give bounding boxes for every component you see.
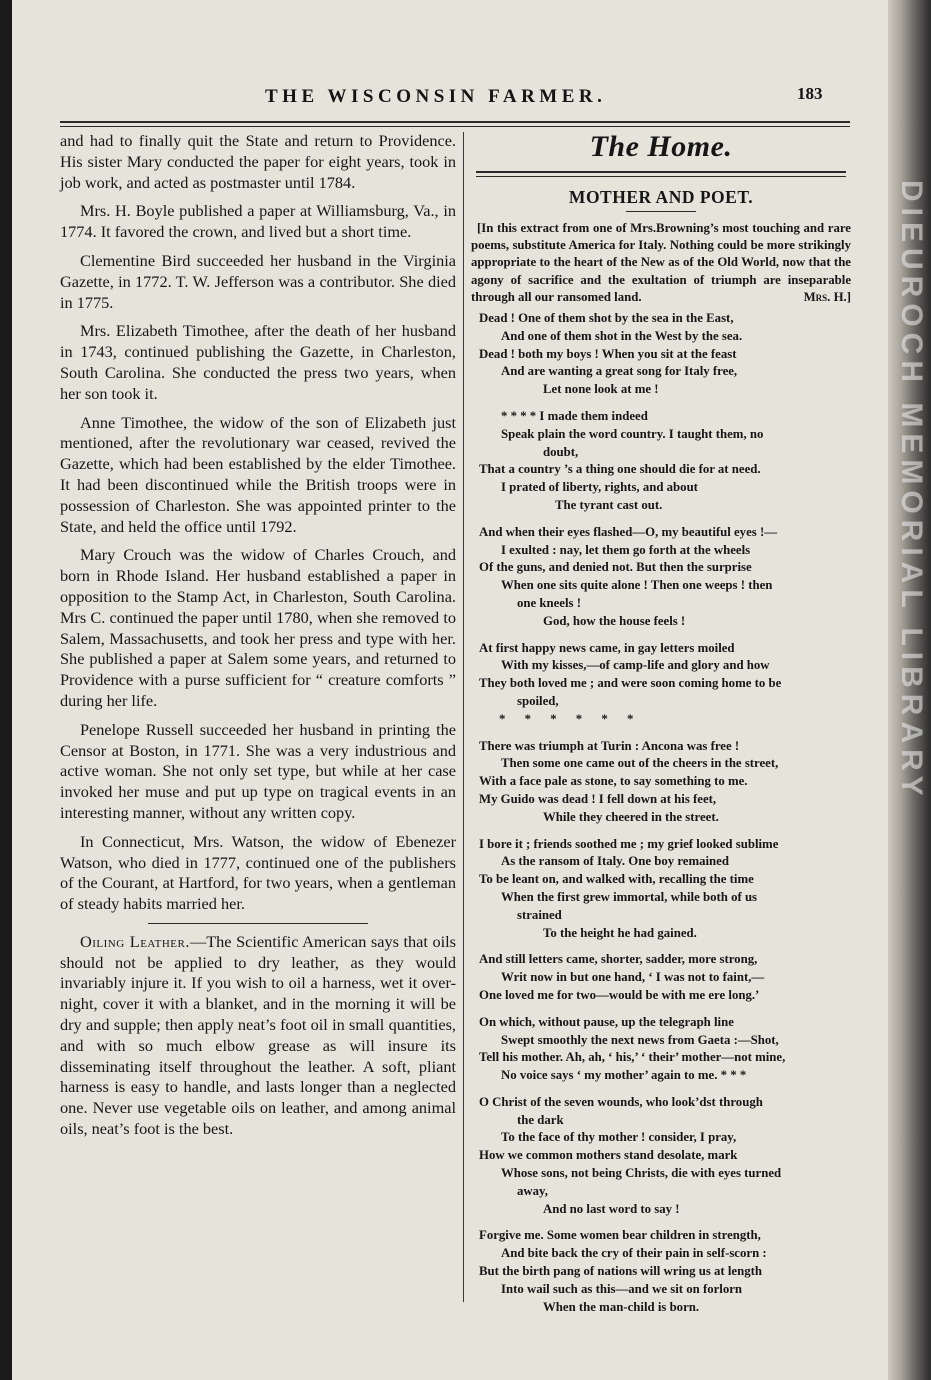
stanza [471,951,851,1004]
poem-line: Writ now in but one hand, ‘ I was not to faint,— [501,970,765,985]
poem-line: * * * * I made them indeed [501,409,648,423]
stanza [471,1227,851,1316]
page-number: 183 [797,84,823,103]
poem-line: doubt, [543,444,579,459]
poem-line: To the height he had gained. [543,925,697,940]
poem-line: One loved me for two—would be with me ere long.’ [479,987,760,1002]
poem-line: Dead ! One of them shot by the sea in the East, [479,311,734,326]
poem-line: When the man-child is born. [543,1299,700,1314]
oiling-body: —The Scientific American says that oils should not be applied to dry leather, as they would invariably injure it. If you wish to oil a harness, wet it over-night, cover it with a blanket, and in the morning it will be dry and supple; then apply neat’s foot oil in small quantities, and with so much elbow grease as will insure its disseminating itself throughout the leather. A soft, pliant harness is easy to handle, and lasts longer than a neglected one. Never use vegetable oils on leather, and among animal oils, neat’s foot is the best. [60,931,456,1139]
poem-line: away, [517,1183,548,1198]
stanza [471,1094,851,1219]
poem-line: I bore it ; friends soothed me ; my grief looked sublime [479,836,779,851]
poem-line: How we common mothers stand desolate, mark [479,1148,738,1163]
poem-line: At first happy news came, in gay letters moiled [479,640,735,655]
poem-line: With a face pale as stone, to say something to me. [479,774,748,789]
poem-line: Dead ! both my boys ! When you sit at the feast [479,346,737,361]
poem-line: And one of them shot in the West by the sea. [501,328,743,343]
poem-line: And still letters came, shorter, sadder, more strong, [479,952,758,967]
paragraph: and had to finally quit the State and return to Providence. His sister Mary conducted the paper for eight years, took in job work, and acted as postmaster until 1784. [60,131,456,192]
poem-line: On which, without pause, up the telegraph line [479,1014,734,1029]
poem-line: And are wanting a great song for Italy free, [501,364,738,379]
left-column [60,131,456,1148]
stanza [471,310,851,399]
header-rule-thin [60,126,850,127]
paragraph: Mrs. H. Boyle published a paper at Williamsburg, Va., in 1774. It favored the crown, and lived but a short time. [60,201,456,242]
section-title-rule [476,171,846,173]
poem-line: Into wail such as this—and we sit on forlorn [501,1281,743,1296]
poem-line: And when their eyes flashed—O, my beautiful eyes !— [479,524,778,539]
ornament-stars: * * * * * * [499,711,634,726]
poem-line: I prated of liberty, rights, and about [501,480,698,495]
stanza [471,524,851,631]
poem-line: the dark [517,1112,564,1127]
poem-line: O Christ of the seven wounds, who look’dst through [479,1094,763,1109]
paragraph: Mrs. Elizabeth Timothee, after the death of her husband in 1743, continued publishing the Gazette, in Charleston, South Carolina. She conducted the press two years, when her son took it. [60,321,456,403]
paragraph: In Connecticut, Mrs. Watson, the widow of Ebenezer Watson, who died in 1777, continued one of the publishers of the Courant, at Hartford, for two years, when a gentleman of steady habits married her. [60,831,456,914]
poem-line: Whose sons, not being Christs, die with eyes turned [501,1166,782,1181]
stanza [471,640,851,729]
poem-intro-text: [In this extract from one of Mrs.Browning’s most touching and rare poems, substitute America for Italy. Nothing could be more strikingly appropriate to the heart of the New as of the Old World, now that the agony of sacrifice and the exultation of triumph are inseparable through all our ransomed land. [471,221,851,304]
newspaper-page [12,0,892,1380]
poem-line: Swept smoothly the next news from Gaeta :—Shot, [501,1032,779,1047]
header-rule [60,121,850,123]
poem-line: Tell his mother. Ah, ah, ‘ his,’ ‘ their’ mother—not mine, [479,1050,786,1065]
section-title: The Home. [589,130,733,163]
poem-title: MOTHER AND POET. [568,187,754,207]
poem-line: God, how the house feels ! [543,613,686,628]
poem-line: Speak plain the word country. I taught them, no [501,426,764,441]
poem-line: Then some one came out of the cheers in the street, [501,756,779,771]
poem-line: When one sits quite alone ! Then one weeps ! then [501,578,773,593]
poem-line: Let none look at me ! [543,382,659,397]
poem-line: No voice says ‘ my mother’ again to me. * * * [501,1068,747,1083]
oiling-heading: Oiling Leather. [80,931,190,951]
paragraph: Anne Timothee, the widow of the son of Elizabeth just mentioned, after the revolutionary war ceased, revived the Gazette, which had been established by the elder Timothee. It had been discontinued while the British troops were in possession of Charleston. She was appointed printer to the State, and held the office until 1792. [60,412,456,536]
poem-line: With my kisses,—of camp-life and glory and how [501,658,770,673]
poem-line: Of the guns, and denied not. But then the surprise [479,560,752,575]
poem-line: They both loved me ; and were soon coming home to be [479,676,782,691]
poem-title-rule [626,211,696,212]
running-head: THE WISCONSIN FARMER. [265,86,607,107]
poem-line: The tyrant cast out. [555,497,663,512]
poem-line: There was triumph at Turin : Ancona was free ! [479,738,740,753]
paragraph: Mary Crouch was the widow of Charles Crouch, and born in Rhode Island. Her husband established a paper in opposition to the Stamp Act, in Charleston, South Carolina. Mrs C. continued the paper until 1780, when she removed to Salem, Massachusetts, and took her press and type with her. She published a paper at Salem some years, and returned to Providence with a purse sufficient for “ creature comforts ” during her life. [60,545,456,710]
section-title-rule-thin [476,176,846,177]
poem-line: My Guido was dead ! I fell down at his feet, [479,791,717,806]
poem-line: While they cheered in the street. [543,809,719,824]
poem-line: And bite back the cry of their pain in self-scorn : [501,1246,767,1261]
poem-line: spoiled, [517,693,559,708]
stanza [471,836,851,943]
poem-line: To be leant on, and walked with, recalling the time [479,872,754,887]
stanza [471,408,851,515]
library-stamp: DIEUROCH MEMORIAL LIBRARY [895,180,928,802]
poem-line: strained [517,907,562,922]
poem-line: To the face of thy mother ! consider, I pray, [501,1130,737,1145]
poem-line: one kneels ! [517,595,581,610]
stanza [471,1014,851,1085]
poem-intro [471,220,851,306]
poem-line: And no last word to say ! [543,1201,680,1216]
section-divider [148,923,368,924]
column-divider [463,132,464,1302]
poem-line: As the ransom of Italy. One boy remained [501,854,729,869]
oiling-leather-paragraph [60,932,456,1140]
stanza [471,738,851,827]
poem-line: When the first grew immortal, while both of us [501,889,758,904]
right-column [471,131,851,1316]
paragraph: Clementine Bird succeeded her husband in the Virginia Gazette, in 1772. T. W. Jefferson was a contributor. She died in 1775. [60,250,456,312]
poem-line: But the birth pang of nations will wring us at length [479,1264,762,1279]
poem-line: Forgive me. Some women bear children in strength, [479,1228,761,1243]
poem-line: That a country ’s a thing one should die for at need. [479,462,761,477]
poem-intro-signature: Mrs. H.] [803,289,851,304]
paragraph: Penelope Russell succeeded her husband in printing the Censor at Boston, in 1771. She was a very industrious and active woman. She not only set type, but while at her case invoked her muse and put up type on tragical events in an interesting manner, without any written copy. [60,719,456,822]
poem-line: I exulted : nay, let them go forth at the wheels [501,542,751,557]
